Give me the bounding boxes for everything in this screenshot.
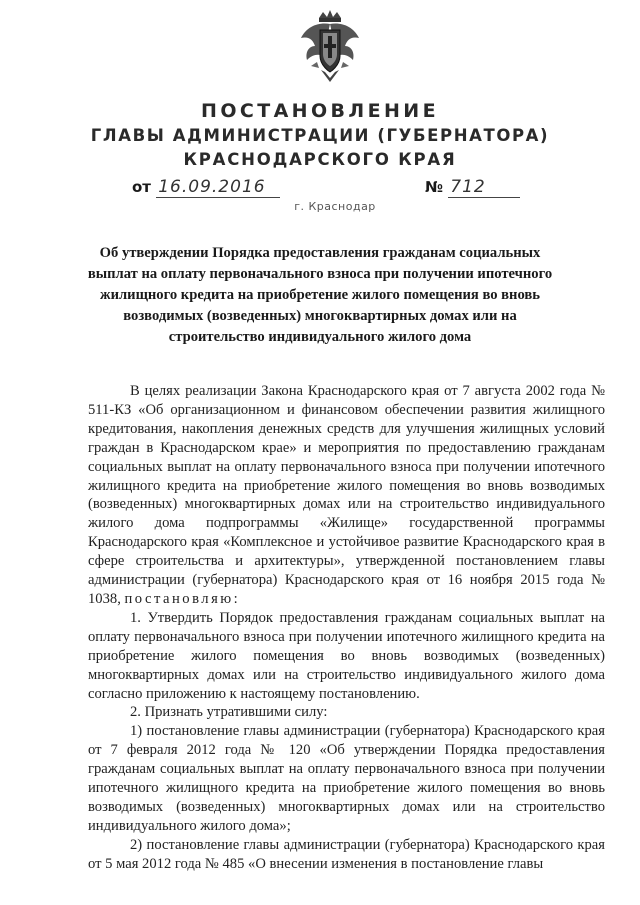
item-2-paragraph: 2. Признать утратившими силу: bbox=[130, 704, 328, 721]
decree-word: постановляю: bbox=[124, 590, 241, 607]
intro-paragraph bbox=[88, 382, 605, 609]
region-heading: КРАСНОДАРСКОГО КРАЯ bbox=[183, 150, 457, 169]
document-body bbox=[88, 382, 605, 874]
date-prefix: от bbox=[132, 178, 151, 196]
document-title: Об утверждении Порядка предоставления гражданам социальных выплат на оплату первоначального взноса при получении ипотечного жилищного кредита на приобретение жилого помещения во вновь возводимых (возведенных) многоквартирных домах или на строительство индивидуального жилого дома bbox=[87, 245, 553, 345]
date-field bbox=[132, 177, 280, 198]
city-label: г. Краснодар bbox=[294, 200, 376, 213]
intro-text: В целях реализации Закона Краснодарского края от 7 августа 2002 года № 511-КЗ «Об организационном и финансовом обеспечении развития жилищного кредитования, накопления денежных средств для улучшения жилищных условий граждан в Краснодарском крае» и мероприятия по предоставлению гражданам социальных выплат на оплату первоначального взноса при получении ипотечного жилищного кредита на приобретение жилого помещения во вновь возводимых (возведенных) многоквартирных домах или на строительство индивидуального жилого дома подпрограммы «Жилище» государственной программы Краснодарского края «Комплексное и устойчивое развитие Краснодарского края в сфере строительства и архитектуры», утвержденной постановлением главы администрации (губернатора) Краснодарского края от 16 ноября 2015 года № 1038, bbox=[88, 383, 605, 607]
document-type-heading: ПОСТАНОВЛЕНИЕ bbox=[201, 100, 439, 122]
item-2-2-paragraph: 2) постановление главы администрации (губернатора) Краснодарского края от 5 мая 2012 года № 485 «О внесении изменения в постановление главы bbox=[88, 836, 605, 872]
issuer-heading: ГЛАВЫ АДМИНИСТРАЦИИ (ГУБЕРНАТОРА) bbox=[90, 126, 550, 145]
handwritten-date: 16.09.2016 bbox=[156, 177, 280, 198]
handwritten-number: 712 bbox=[448, 177, 520, 198]
item-1-paragraph: 1. Утвердить Порядок предоставления гражданам социальных выплат на оплату первоначального взноса при получении ипотечного жилищного кредита на приобретение жилого помещения во вновь возводимых (возведенных) многоквартирных домах или на строительство индивидуального жилого дома согласно приложению к настоящему постановлению. bbox=[88, 609, 605, 702]
item-2-1-paragraph: 1) постановление главы администрации (губернатора) Краснодарского края от 7 февраля 2012 года № 120 «Об утверждении Порядка предоставления гражданам социальных выплат на оплату первоначального взноса при получении ипотечного жилищного кредита на приобретение жилого помещения во вновь возводимых (возведенных) многоквартирных домах или на строительство индивидуального жилого дома»; bbox=[88, 723, 605, 834]
number-field bbox=[425, 177, 520, 198]
coat-of-arms-icon bbox=[297, 8, 363, 84]
number-prefix: № bbox=[425, 178, 444, 196]
